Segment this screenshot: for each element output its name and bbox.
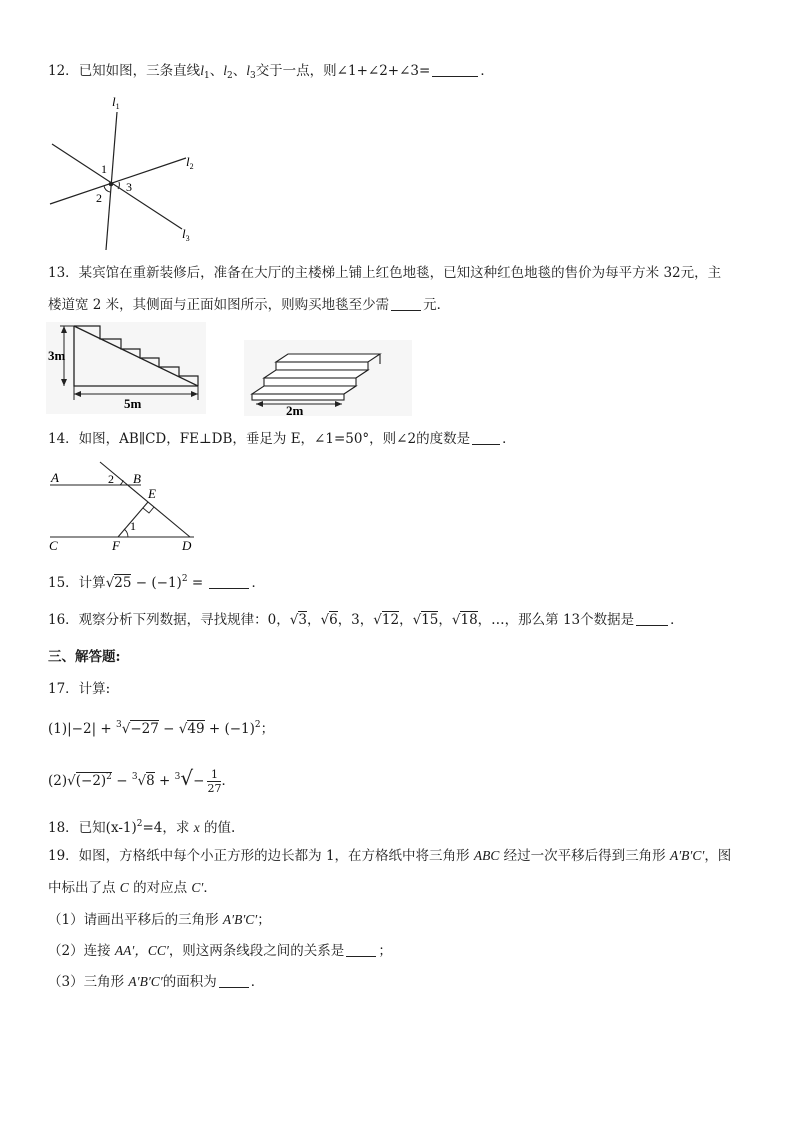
q12-l2-sub: 2: [226, 71, 233, 81]
angle1-arc: [124, 529, 128, 537]
q17-p2-cube-index: 3: [131, 772, 138, 782]
q16-root2: 6: [329, 612, 338, 628]
q18-text-c: 的值.: [199, 820, 236, 836]
section-title: 三、解答题:: [48, 649, 121, 665]
sqrt-sign: √: [451, 612, 461, 628]
q17-p1-cube-index: 3: [116, 720, 122, 730]
point-d: D: [182, 538, 192, 553]
right-angle-mark: [143, 507, 154, 513]
q18-text-b: =4，求: [142, 820, 194, 836]
q19-sub2: [48, 942, 392, 960]
q16-comma3: ，: [399, 612, 413, 628]
q17-p1-pow: 2: [254, 720, 261, 730]
q17-p2-cube-rad: 8: [146, 773, 155, 789]
q17-p1-abs: |−2|: [67, 721, 97, 737]
step-top-riser: [276, 362, 368, 370]
angle1-label: 1: [101, 162, 107, 176]
point-e: E: [148, 486, 156, 501]
q18-text: [48, 815, 235, 837]
q17-p2-minus: −: [111, 773, 132, 789]
q19-sub3-answer-blank[interactable]: [219, 973, 249, 988]
sqrt-sign: √: [137, 773, 147, 789]
q15-end: ．: [251, 575, 265, 591]
q19-line1-a: 19．如图，方格纸中每个小正方形的边长都为 1，在方格纸中将三角形: [48, 848, 474, 864]
point-c: C: [49, 538, 58, 553]
label-l2: $l_2$: [186, 154, 194, 171]
q17-p1-sqrt-rad: 49: [187, 721, 205, 737]
line-l2: [50, 158, 186, 204]
q19-line2-b: 的对应点: [128, 880, 192, 896]
q17-part1: [48, 716, 274, 738]
q12-l3-sub: 3: [249, 71, 256, 81]
step-top-tread: [276, 354, 380, 362]
q16-root4: 15: [421, 612, 439, 628]
q12-figure: [40, 92, 210, 252]
q12-l2: l: [223, 63, 227, 78]
q17-p1-label: (1): [48, 721, 68, 737]
q19-sub3-c: ．: [250, 974, 265, 990]
height-label: 3m: [48, 348, 66, 363]
step-mid-tread: [264, 370, 368, 378]
q19-sub1-b: ；: [257, 912, 271, 928]
q13-front-figure: [244, 340, 412, 416]
q17-p2-neg: −: [193, 773, 205, 789]
label-l1: $l_1$: [112, 94, 120, 111]
q15-text-a: 15．计算: [48, 575, 106, 591]
q15-answer-blank[interactable]: [209, 574, 249, 589]
q12-sep2: 、: [232, 63, 247, 79]
sqrt-sign: √: [105, 575, 115, 591]
label-l3: $l_3$: [182, 226, 190, 243]
q13-line2-b: 元．: [423, 297, 451, 313]
intersection-point: [109, 182, 114, 187]
q19-sub1-tri: A′B′C′: [222, 912, 258, 927]
q12-number: 12．: [48, 63, 79, 79]
q17-p2-numerator: 1: [207, 768, 221, 782]
sqrt-sign: √: [67, 773, 76, 789]
q19-sub2-seg: AA′，CC′: [114, 943, 169, 958]
q18-var: x: [193, 820, 200, 835]
q15-text: [48, 570, 265, 592]
q18-text-a: 18．已知(x-1): [48, 820, 137, 836]
q17-p1-minus: −: [158, 721, 179, 737]
q17-p2-fraction: [207, 768, 221, 795]
q16-comma2: ，3，: [337, 612, 374, 628]
q16-root5: 18: [460, 612, 478, 628]
width-label: 2m: [286, 403, 304, 418]
step-low-tread: [252, 386, 356, 394]
q17-title: 17．计算:: [48, 681, 111, 697]
point-a: A: [51, 470, 59, 485]
q19-sub2-b: ，则这两条线段之间的关系是: [168, 943, 345, 959]
step-mid-riser: [264, 378, 356, 386]
angle2-arc: [104, 186, 110, 192]
line-l3: [52, 144, 182, 229]
q17-p2-cube-index2: 3: [174, 772, 181, 782]
q13-answer-blank[interactable]: [391, 296, 421, 311]
q14-answer-blank[interactable]: [472, 430, 500, 445]
q19-sub1-a: （1）请画出平移后的三角形: [48, 912, 223, 928]
q19-sub3-tri: A′B′C′: [128, 974, 163, 989]
q16-text: [48, 611, 684, 629]
q19-sub2-c: ；: [378, 943, 392, 959]
q19-sub3-a: （3）三角形: [48, 974, 129, 990]
sqrt-sign: √: [289, 612, 299, 628]
q16-answer-blank[interactable]: [636, 611, 668, 626]
q17-p2-sqrt-rad: (−2): [75, 773, 107, 789]
point-f: F: [112, 538, 120, 553]
angle3-label: 3: [126, 180, 132, 194]
q19-line1-c: ，图: [704, 848, 732, 864]
q17-p2-plus: +: [154, 773, 175, 789]
q17-p1-plus2: + (−1): [204, 721, 255, 737]
q16-text-a: 16．观察分析下列数据，寻找规律：0，: [48, 612, 290, 628]
q19-abc-prime: A′B′C′: [669, 848, 705, 863]
sqrt-sign: √: [121, 721, 131, 737]
q19-c: C: [119, 880, 129, 895]
q19-sub1: [48, 911, 271, 929]
length-label: 5m: [124, 396, 142, 411]
q17-p2-end: ．: [221, 773, 235, 789]
q16-text-b: ，…，那么第 13个数据是: [477, 612, 635, 628]
q17-p2-sqrt-pow: 2: [106, 772, 112, 782]
q12-text-b: 交于一点，则∠1+∠2+∠3=: [255, 63, 431, 79]
q19-sub3-b: 的面积为: [162, 974, 217, 990]
q19-line1-b: 经过一次平移后得到三角形: [499, 848, 670, 864]
q19-sub2-answer-blank[interactable]: [346, 942, 376, 957]
q15-eq: =: [187, 575, 208, 591]
q13-line2: [48, 296, 450, 314]
q15-power: 2: [181, 574, 188, 584]
q17-p1-plus: +: [96, 721, 117, 737]
q16-comma4: ，: [438, 612, 452, 628]
q17-p2-label: (2): [48, 773, 68, 789]
point-b: B: [133, 471, 141, 486]
q12-l3: l: [246, 63, 250, 78]
angle1-label: 1: [130, 519, 136, 533]
q12-end: ．: [480, 63, 494, 79]
q18-pow: 2: [136, 819, 143, 829]
q16-root3: 12: [381, 612, 400, 628]
q17-part2: [48, 762, 235, 796]
q14-text: [48, 430, 516, 448]
q17-p1-cube-rad: −27: [130, 721, 159, 737]
q15-minus: − (−1): [131, 575, 182, 591]
q17-p1-end: ；: [260, 721, 275, 737]
q13-line1: 13．某宾馆在重新装修后，准备在大厅的主楼梯上铺上红色地毯，已知这种红色地毯的售价为每平方米 32元，主: [48, 265, 722, 281]
q19-line1: [48, 847, 731, 865]
q12-text-a: 已知如图，三条直线: [78, 63, 201, 79]
q19-line2-c: ．: [203, 880, 217, 896]
q15-radicand: 25: [114, 575, 132, 591]
q19-line2: [48, 879, 217, 897]
q12-answer-blank[interactable]: [432, 62, 478, 77]
sqrt-sign: √: [178, 721, 188, 737]
q12-l1: l: [200, 63, 204, 78]
q19-abc: ABC: [473, 848, 500, 863]
sqrt-sign: √: [412, 612, 422, 628]
step-low-riser: [252, 394, 344, 400]
sqrt-sign: √: [373, 612, 382, 628]
sqrt-sign: √: [320, 612, 330, 628]
angle2-arc: [120, 480, 123, 485]
q16-comma1: ，: [306, 612, 321, 628]
q16-end: ．: [670, 612, 684, 628]
q13-line2-a: 楼道宽 2 米，其侧面与正面如图所示，则购买地毯至少需: [48, 297, 390, 313]
q16-root1: 3: [298, 612, 307, 628]
q19-sub3: [48, 973, 264, 991]
q14-end: ．: [502, 431, 516, 447]
q17-p2-sqrt-body: [76, 772, 112, 789]
q12-text: [48, 62, 494, 85]
q19-sub2-a: （2）连接: [48, 943, 115, 959]
q13-side-figure: [46, 322, 206, 414]
q14-text-a: 14．如图，AB∥CD，FE⊥DB，垂足为 E，∠1=50°，则∠2的度数是: [48, 431, 471, 447]
sqrt-sign: √: [180, 766, 194, 790]
angle2-label: 2: [108, 472, 114, 486]
q12-sep1: 、: [209, 63, 224, 79]
angle2-label: 2: [96, 191, 102, 205]
q19-line2-a: 中标出了点: [48, 880, 120, 896]
q12-l1-sub: 1: [203, 71, 210, 81]
q19-c-prime: C′: [191, 880, 204, 895]
q17-p2-denominator: 27: [207, 782, 222, 795]
q14-figure: [44, 458, 204, 552]
